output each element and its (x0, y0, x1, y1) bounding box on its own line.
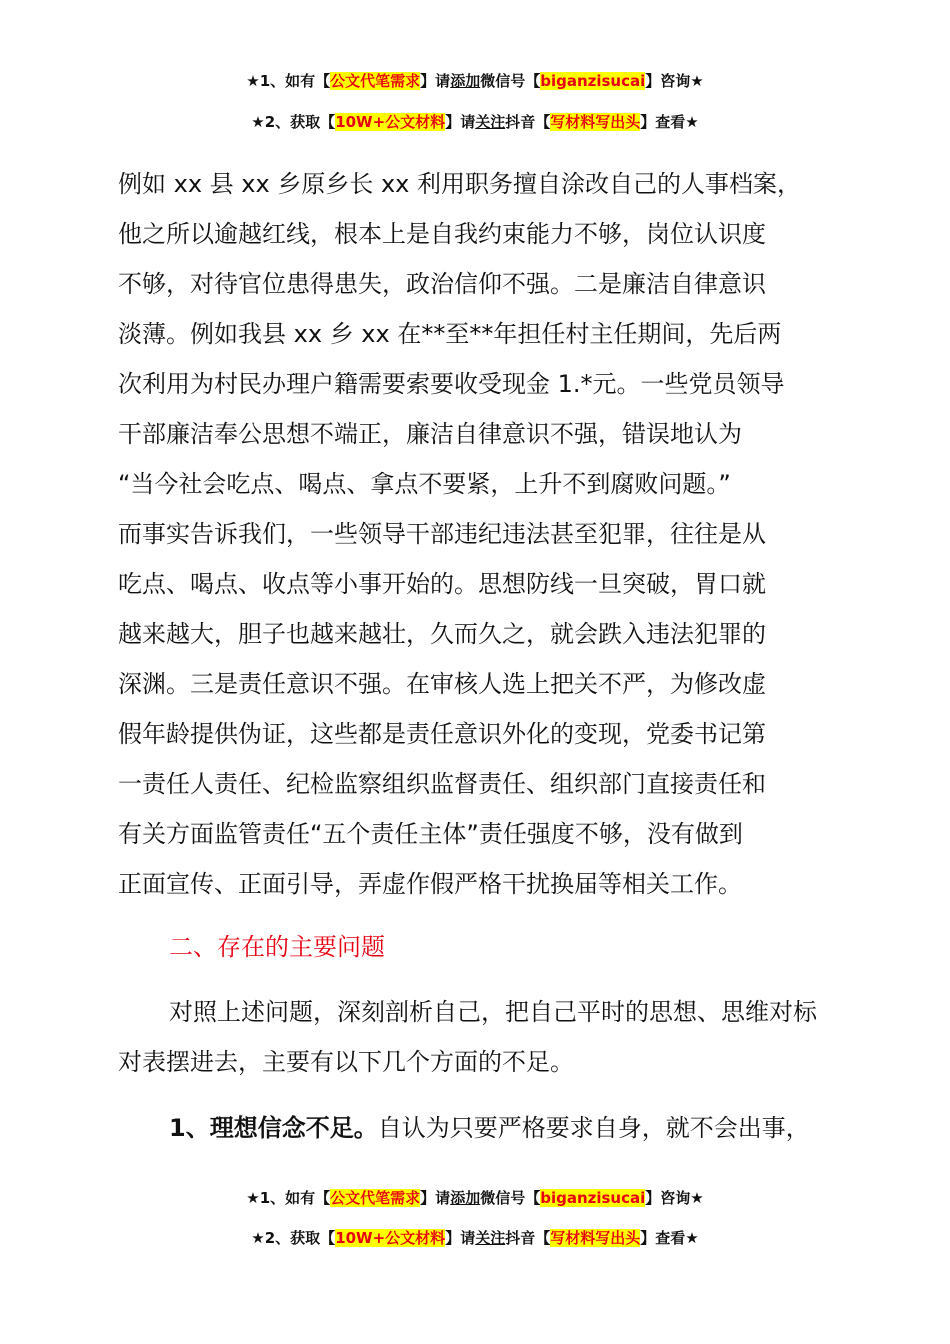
header-line1-prefix: ★1、如有【 (246, 72, 331, 90)
footer-line2-underline: 关注 (475, 1229, 506, 1247)
header-line2-highlight-materials: 10W+公文材料 (335, 113, 446, 131)
footer-line2-suffix: 】查看★ (640, 1229, 699, 1247)
item-1-title: 1、理想信念不足。 (169, 1114, 378, 1142)
footer-line2-mid2: 抖音【 (505, 1229, 551, 1247)
body-line: 深渊。三是责任意识不强。在审核人选上把关不严，为修改虚 (118, 670, 766, 698)
header-line1-mid2: 微信号【 (480, 72, 541, 90)
footer-line1-highlight-wechat: biganzisucai (540, 1189, 646, 1207)
footer-promo-line-1 (0, 1187, 950, 1209)
footer-line1-mid2: 微信号【 (480, 1189, 541, 1207)
body-line: 不够，对待官位患得患失，政治信仰不强。二是廉洁自律意识 (118, 270, 766, 298)
body-line: 他之所以逾越红线，根本上是自我约束能力不够，岗位认识度 (118, 220, 766, 248)
header-line2-mid1: 】请 (445, 113, 476, 131)
header-promo-line-2 (0, 111, 950, 133)
body-line: 例如 xx 县 xx 乡原乡长 xx 利用职务擅自涂改自己的人事档案， (118, 170, 801, 198)
header-promo-line-1 (0, 70, 950, 92)
body-line: 淡薄。例如我县 xx 乡 xx 在**至**年担任村主任期间，先后两 (118, 320, 782, 348)
footer-line2-mid1: 】请 (445, 1229, 476, 1247)
footer-line2-prefix: ★2、获取【 (251, 1229, 336, 1247)
body-line: 越来越大，胆子也越来越壮，久而久之，就会跌入违法犯罪的 (118, 620, 766, 648)
header-line2-underline: 关注 (475, 113, 506, 131)
footer-line1-suffix: 】咨询★ (645, 1189, 704, 1207)
body-line: 吃点、喝点、收点等小事开始的。思想防线一旦突破，胃口就 (118, 570, 766, 598)
analysis-paragraph: 对照上述问题，深刻剖析自己，把自己平时的思想、思维对标对表摆进去，主要有以下几个方面的不足。 (118, 998, 817, 1076)
footer-line2-highlight-materials: 10W+公文材料 (335, 1229, 446, 1247)
header-line1-suffix: 】咨询★ (645, 72, 704, 90)
body-line: 有关方面监管责任“五个责任主体”责任强度不够，没有做到 (118, 820, 743, 848)
footer-line1-highlight-service: 公文代笔需求 (330, 1189, 421, 1207)
footer-line2-highlight-douyin: 写材料写出头 (550, 1229, 641, 1247)
body-line: “当今社会吃点、喝点、拿点不要紧，上升不到腐败问题。” (118, 470, 731, 498)
header-line1-highlight-wechat: biganzisucai (540, 72, 646, 90)
header-line2-mid2: 抖音【 (505, 113, 551, 131)
body-line: 正面宣传、正面引导，弄虚作假严格干扰换届等相关工作。 (118, 870, 742, 898)
header-line2-highlight-douyin: 写材料写出头 (550, 113, 641, 131)
header-line1-underline: 添加 (450, 72, 481, 90)
footer-line1-mid1: 】请 (420, 1189, 451, 1207)
body-line: 而事实告诉我们，一些领导干部违纪违法甚至犯罪，往往是从 (118, 520, 766, 548)
header-line1-highlight-service: 公文代笔需求 (330, 72, 421, 90)
header-line2-suffix: 】查看★ (640, 113, 699, 131)
body-line: 一责任人责任、纪检监察组织监督责任、组织部门直接责任和 (118, 770, 766, 798)
header-line1-mid1: 】请 (420, 72, 451, 90)
item-1-paragraph (169, 1113, 859, 1143)
section-heading: 二、存在的主要问题 (169, 933, 385, 961)
item-1-text: 自认为只要严格要求自身，就不会出事， (377, 1114, 810, 1142)
body-line: 次利用为村民办理户籍需要索要收受现金 1.*元。一些党员领导 (118, 370, 785, 398)
footer-promo-line-2 (0, 1227, 950, 1249)
body-line: 假年龄提供伪证，这些都是责任意识外化的变现，党委书记第 (118, 720, 766, 748)
body-paragraph (118, 159, 834, 909)
footer-line1-underline: 添加 (450, 1189, 481, 1207)
footer-line1-prefix: ★1、如有【 (246, 1189, 331, 1207)
header-line2-prefix: ★2、获取【 (251, 113, 336, 131)
body-line: 干部廉洁奉公思想不端正，廉洁自律意识不强，错误地认为 (118, 420, 742, 448)
